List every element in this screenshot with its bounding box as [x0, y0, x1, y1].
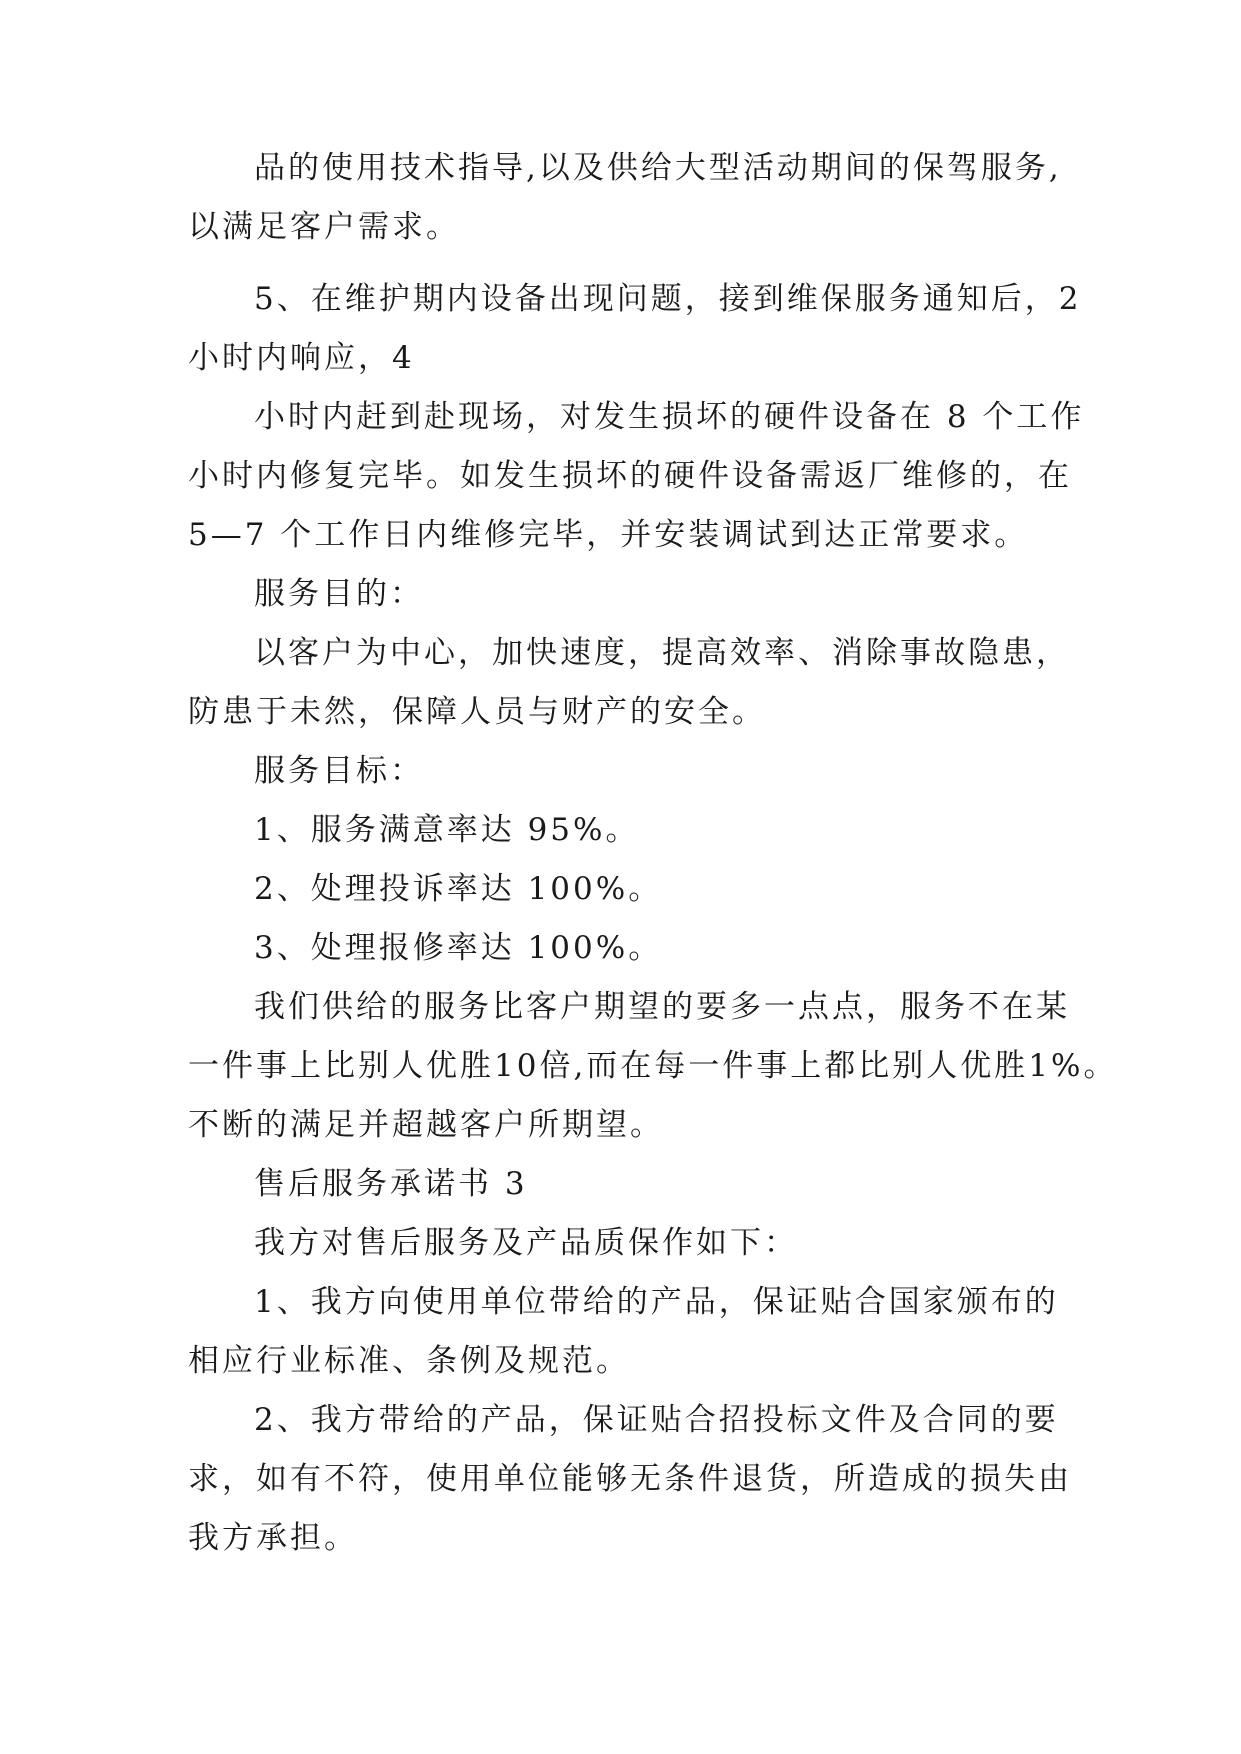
paragraph-line: 相应行业标准、条例及规范。	[188, 1343, 630, 1379]
paragraph-line: 品的使用技术指导,以及供给大型活动期间的保驾服务,	[254, 150, 1062, 186]
list-item: 1、服务满意率达 95%。	[254, 812, 640, 848]
paragraph-line: 以客户为中心，加快速度，提高效率、消除事故隐患，	[254, 635, 1070, 671]
paragraph-line: 5—7 个工作日内维修完毕，并安装调试到达正常要求。	[188, 517, 1029, 553]
paragraph-line: 防患于未然，保障人员与财产的安全。	[188, 694, 766, 730]
paragraph-line: 我方对售后服务及产品质保作如下：	[254, 1225, 798, 1261]
paragraph-line: 小时内修复完毕。如发生损坏的硬件设备需返厂维修的，在	[188, 458, 1072, 494]
paragraph-line: 5、在维护期内设备出现问题，接到维保服务通知后，2	[254, 281, 1082, 317]
list-item: 1、我方向使用单位带给的产品，保证贴合国家颁布的	[254, 1284, 1059, 1320]
paragraph-line: 以满足客户需求。	[188, 209, 460, 245]
section-heading: 服务目标：	[254, 753, 424, 789]
paragraph-line: 不断的满足并超越客户所期望。	[188, 1107, 664, 1143]
paragraph-line: 我们供给的服务比客户期望的要多一点点，服务不在某	[254, 989, 1070, 1025]
paragraph-line: 小时内响应，4	[188, 340, 415, 376]
list-item: 2、我方带给的产品，保证贴合招投标文件及合同的要	[254, 1402, 1059, 1438]
section-heading: 服务目的：	[254, 576, 424, 612]
paragraph-line: 我方承担。	[188, 1520, 358, 1556]
paragraph-line: 小时内赶到赴现场，对发生损坏的硬件设备在 8 个工作	[254, 399, 1085, 435]
paragraph-line: 求，如有不符，使用单位能够无条件退货，所造成的损失由	[188, 1461, 1072, 1497]
paragraph-line: 一件事上比别人优胜10倍,而在每一件事上都比别人优胜1%。	[188, 1048, 1118, 1084]
list-item: 3、处理报修率达 100%。	[254, 930, 663, 966]
document-title: 售后服务承诺书 3	[254, 1166, 528, 1202]
list-item: 2、处理投诉率达 100%。	[254, 871, 663, 907]
